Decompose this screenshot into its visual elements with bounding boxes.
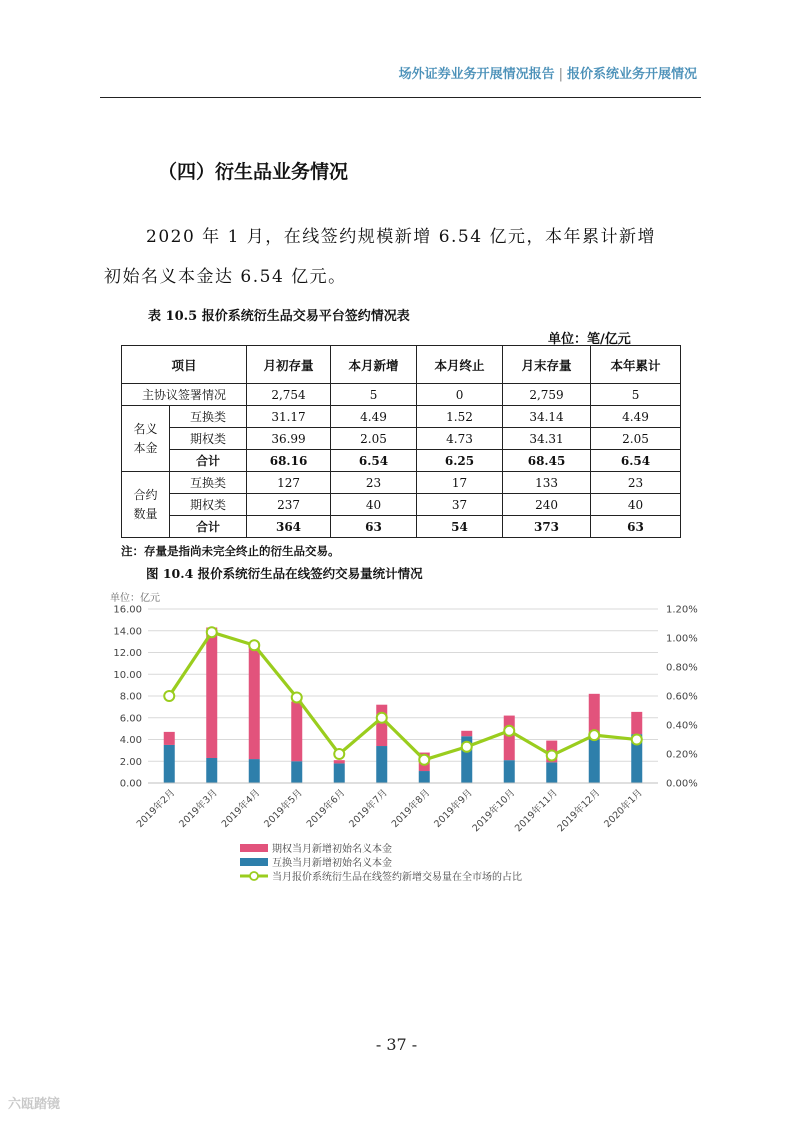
table-row bbox=[122, 406, 681, 428]
table-title: 表 10.5 报价系统衍生品交易平台签约情况表 bbox=[148, 309, 410, 324]
x-tick-label: 2020年1月 bbox=[602, 787, 645, 830]
table-cell: 4.49 bbox=[331, 406, 417, 428]
table-cell: 68.45 bbox=[503, 450, 591, 472]
table-cell: 37 bbox=[417, 494, 503, 516]
bar-swap bbox=[206, 758, 217, 783]
ratio-point bbox=[249, 640, 259, 650]
bar-swap bbox=[589, 740, 600, 784]
header-closing: 月末存量 bbox=[503, 346, 591, 384]
table-cell: 17 bbox=[417, 472, 503, 494]
table-cell: 6.54 bbox=[591, 450, 681, 472]
table-cell: 2.05 bbox=[591, 428, 681, 450]
header-item: 项目 bbox=[122, 346, 247, 384]
table-cell: 40 bbox=[591, 494, 681, 516]
y-tick-label: 10.00 bbox=[113, 669, 142, 681]
ratio-point bbox=[334, 749, 344, 759]
header-rule bbox=[100, 97, 701, 98]
group-label-line: 名义 bbox=[133, 421, 158, 436]
bar-swap bbox=[291, 761, 302, 783]
ratio-point bbox=[589, 730, 599, 740]
header-new: 本月新增 bbox=[331, 346, 417, 384]
y2-tick-label: 1.20% bbox=[666, 604, 698, 616]
ratio-point bbox=[504, 726, 514, 736]
table-cell: 364 bbox=[247, 516, 331, 538]
ratio-point bbox=[377, 713, 387, 723]
paragraph-line-1: 2020 年 1 月，在线签约规模新增 6.54 亿元，本年累计新增 bbox=[146, 227, 656, 247]
legend-swatch bbox=[240, 858, 268, 866]
watermark-logo: 六瓯踏镜 bbox=[8, 1097, 61, 1112]
page-number: - 37 - bbox=[375, 1035, 418, 1054]
y2-tick-label: 0.60% bbox=[666, 691, 698, 703]
table-cell: 40 bbox=[331, 494, 417, 516]
row-label: 互换类 bbox=[170, 406, 247, 428]
group-label-line: 数量 bbox=[133, 506, 158, 521]
table-cell: 237 bbox=[247, 494, 331, 516]
bar-option bbox=[631, 712, 642, 734]
y-tick-label: 16.00 bbox=[113, 604, 142, 616]
row-label: 期权类 bbox=[170, 428, 247, 450]
combo-chart bbox=[100, 585, 700, 895]
table-cell: 23 bbox=[591, 472, 681, 494]
table-cell: 4.49 bbox=[591, 406, 681, 428]
group-label-contracts bbox=[122, 472, 170, 538]
table-row-total bbox=[122, 450, 681, 472]
bar-swap bbox=[419, 771, 430, 783]
x-tick-label: 2019年4月 bbox=[219, 787, 263, 830]
table-cell: 63 bbox=[591, 516, 681, 538]
bar-swap bbox=[546, 762, 557, 783]
table-row bbox=[122, 384, 681, 406]
header-terminated: 本月终止 bbox=[417, 346, 503, 384]
x-tick-label: 2019年10月 bbox=[470, 787, 518, 835]
ratio-point bbox=[419, 755, 429, 765]
table-row bbox=[122, 472, 681, 494]
ratio-point bbox=[207, 627, 217, 637]
y2-tick-label: 0.00% bbox=[666, 778, 698, 790]
bar-option bbox=[164, 732, 175, 745]
signing-table bbox=[121, 345, 681, 538]
header-opening: 月初存量 bbox=[247, 346, 331, 384]
y-tick-label: 8.00 bbox=[119, 691, 142, 703]
table-cell: 1.52 bbox=[417, 406, 503, 428]
table-row bbox=[122, 494, 681, 516]
group-label-notional bbox=[122, 406, 170, 472]
bar-option bbox=[504, 716, 515, 761]
table-row bbox=[122, 428, 681, 450]
y-tick-label: 14.00 bbox=[113, 626, 142, 638]
table-cell: 2,759 bbox=[503, 384, 591, 406]
y-tick-label: 6.00 bbox=[119, 713, 142, 725]
row-label: 主协议签署情况 bbox=[122, 384, 247, 406]
table-cell: 2.05 bbox=[331, 428, 417, 450]
paragraph-line-2: 初始名义本金达 6.54 亿元。 bbox=[104, 267, 347, 287]
y-axis-label: 单位：亿元 bbox=[110, 593, 160, 604]
table-cell: 0 bbox=[417, 384, 503, 406]
row-label: 期权类 bbox=[170, 494, 247, 516]
figure-title: 图 10.4 报价系统衍生品在线签约交易量统计情况 bbox=[146, 566, 423, 581]
legend-swatch bbox=[240, 844, 268, 852]
row-label: 合计 bbox=[170, 516, 247, 538]
table-cell: 34.31 bbox=[503, 428, 591, 450]
table-row-total bbox=[122, 516, 681, 538]
x-tick-label: 2019年2月 bbox=[134, 787, 178, 830]
table-cell: 54 bbox=[417, 516, 503, 538]
y2-tick-label: 0.40% bbox=[666, 720, 698, 732]
table-note: 注：存量是指尚未完全终止的衍生品交易。 bbox=[121, 544, 340, 558]
bar-option bbox=[334, 760, 345, 763]
table-cell: 133 bbox=[503, 472, 591, 494]
table-cell: 34.14 bbox=[503, 406, 591, 428]
report-header bbox=[399, 63, 697, 82]
table-header-row bbox=[122, 346, 681, 384]
ratio-point bbox=[632, 735, 642, 745]
ratio-point bbox=[292, 692, 302, 702]
table-cell: 6.54 bbox=[331, 450, 417, 472]
table-cell: 36.99 bbox=[247, 428, 331, 450]
table-cell: 127 bbox=[247, 472, 331, 494]
x-tick-label: 2019年9月 bbox=[432, 787, 475, 830]
x-tick-label: 2019年6月 bbox=[304, 787, 348, 830]
table-cell: 31.17 bbox=[247, 406, 331, 428]
x-tick-label: 2019年7月 bbox=[347, 787, 390, 830]
legend-swatch bbox=[250, 872, 258, 880]
x-tick-label: 2019年3月 bbox=[177, 787, 220, 830]
x-tick-label: 2019年12月 bbox=[555, 787, 603, 835]
table-cell: 373 bbox=[503, 516, 591, 538]
table-cell: 240 bbox=[503, 494, 591, 516]
table-cell: 23 bbox=[331, 472, 417, 494]
row-label: 合计 bbox=[170, 450, 247, 472]
row-label: 互换类 bbox=[170, 472, 247, 494]
table-cell: 2,754 bbox=[247, 384, 331, 406]
table-cell: 63 bbox=[331, 516, 417, 538]
x-tick-label: 2019年11月 bbox=[513, 787, 560, 835]
table-cell: 5 bbox=[331, 384, 417, 406]
ratio-point bbox=[547, 750, 557, 760]
bar-option bbox=[461, 731, 472, 736]
bar-option bbox=[291, 701, 302, 761]
ratio-point bbox=[164, 691, 174, 701]
table-cell: 4.73 bbox=[417, 428, 503, 450]
report-title: 场外证券业务开展情况报告 bbox=[398, 67, 555, 82]
table-cell: 5 bbox=[591, 384, 681, 406]
section-heading: （四）衍生品业务情况 bbox=[158, 161, 349, 183]
group-label-line: 合约 bbox=[133, 487, 158, 502]
y2-tick-label: 0.20% bbox=[666, 749, 698, 761]
y-tick-label: 12.00 bbox=[113, 648, 142, 659]
bar-option bbox=[206, 627, 217, 758]
bar-swap bbox=[334, 763, 345, 783]
legend-label: 互换当月新增初始名义本金 bbox=[272, 858, 392, 869]
bar-swap bbox=[504, 760, 515, 783]
table-unit: 单位：笔/亿元 bbox=[548, 332, 631, 347]
header-separator: | bbox=[558, 67, 563, 82]
ratio-point bbox=[462, 742, 472, 752]
header-ytd: 本年累计 bbox=[591, 346, 681, 384]
y-tick-label: 4.00 bbox=[119, 735, 142, 746]
bar-swap bbox=[376, 746, 387, 783]
table-cell: 6.25 bbox=[417, 450, 503, 472]
section-title: 报价系统业务开展情况 bbox=[566, 67, 697, 82]
x-tick-label: 2019年8月 bbox=[389, 787, 433, 830]
table-cell: 68.16 bbox=[247, 450, 331, 472]
y-tick-label: 2.00 bbox=[119, 756, 142, 768]
group-label-line: 本金 bbox=[133, 440, 158, 455]
bar-option bbox=[249, 644, 260, 759]
bar-option bbox=[376, 705, 387, 746]
bar-swap bbox=[249, 759, 260, 783]
y-tick-label: 0.00 bbox=[119, 778, 142, 790]
legend-label: 期权当月新增初始名义本金 bbox=[272, 844, 392, 855]
x-tick-label: 2019年5月 bbox=[262, 787, 305, 830]
y2-tick-label: 1.00% bbox=[666, 633, 698, 645]
y2-tick-label: 0.80% bbox=[666, 662, 698, 674]
bar-swap bbox=[164, 745, 175, 783]
legend-label: 当月报价系统衍生品在线签约新增交易量在全市场的占比 bbox=[272, 872, 522, 883]
